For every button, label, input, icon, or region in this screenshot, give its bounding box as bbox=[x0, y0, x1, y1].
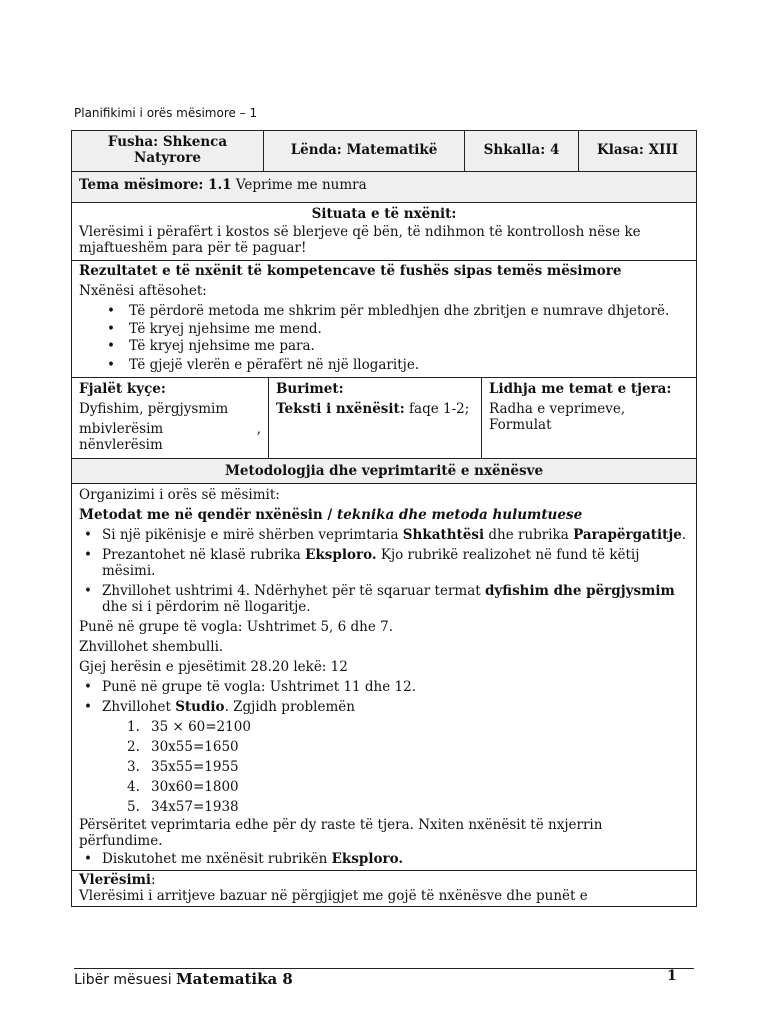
footer-divider bbox=[74, 968, 694, 969]
fjalet-word-mbivleresim: mbivlerësim bbox=[79, 421, 164, 437]
burimet-title: Burimet: bbox=[276, 381, 344, 397]
b1-text-a: Si një pikënisje e mirë shërben veprimtaria bbox=[102, 527, 403, 543]
burimet-bold: Teksti i nxënësit: bbox=[276, 401, 405, 417]
vleresimi-title-line bbox=[79, 872, 689, 888]
b3-bold-b: dyfishim dhe përgjysmim bbox=[484, 583, 675, 599]
b1-bold-d: Parapërgatitje bbox=[573, 527, 682, 543]
metodologjia-row bbox=[72, 459, 696, 484]
grupe-text: Punë në grupe të vogla: Ushtrimet 5, 6 dhe 7. bbox=[79, 619, 394, 635]
lidhja-cell bbox=[482, 378, 696, 458]
metodat-bold: Metodat me në qendër nxënësin / bbox=[79, 507, 337, 523]
b2-bold-b: Eksploro. bbox=[305, 547, 377, 563]
rezultatet-list bbox=[79, 303, 689, 373]
situata-text: Vlerësimi i përafërt i kostos së blerjeve që bën, të ndihmon të kontrollosh nëse ke mjaftueshëm para për të paguar! bbox=[79, 224, 641, 256]
top-info-row bbox=[72, 131, 696, 172]
lenda-cell bbox=[264, 131, 465, 171]
b2-text-c: Kjo rubrikë realizohet në fund të këtij mësimi. bbox=[102, 547, 640, 579]
list-item bbox=[79, 527, 689, 543]
metodologjia-title: Metodologjia dhe veprimtaritë e nxënësve bbox=[224, 463, 544, 479]
tema-label: Tema mësimore: 1.1 bbox=[79, 177, 232, 193]
activities-list-1 bbox=[79, 527, 689, 615]
fjalet-title: Fjalët kyçe: bbox=[79, 381, 166, 397]
list-item bbox=[79, 757, 689, 777]
footer-big-text: Matematika 8 bbox=[176, 970, 293, 988]
list-item: • Të përdorë metoda me shkrim për mbledhjen dhe zbritjen e numrave dhjetorë. bbox=[99, 303, 689, 319]
lidhja-title: Lidhja me temat e tjera: bbox=[489, 381, 672, 397]
item-text: 30x60=1800 bbox=[151, 779, 239, 795]
item-text: 35x55=1955 bbox=[151, 759, 239, 775]
fjalet-cell bbox=[72, 378, 269, 458]
rezultatet-title: Rezultatet e të nxënit të kompetencave të fushës sipas temës mësimore bbox=[79, 263, 622, 279]
list-item bbox=[79, 797, 689, 817]
rezultatet-row bbox=[72, 261, 696, 378]
list-item bbox=[79, 547, 689, 579]
studio-problems-list bbox=[79, 717, 689, 817]
b1-text-c: dhe rubrika bbox=[484, 527, 574, 543]
fjalet-line-3: nënvlerësim bbox=[79, 437, 163, 453]
metodat-italic: teknika dhe metoda hulumtuese bbox=[337, 507, 583, 523]
list-item: • Punë në grupe të vogla: Ushtrimet 11 dhe 12. bbox=[79, 679, 689, 695]
list-item: • Të gjejë vlerën e përafërt në një llogaritje. bbox=[99, 357, 689, 373]
tema-value: Veprime me numra bbox=[231, 177, 367, 193]
shembulli-text: Zhvillohet shembulli. bbox=[79, 639, 224, 655]
footer-left-text: Libër mësuesi bbox=[74, 972, 177, 988]
page-number: 1 bbox=[667, 968, 677, 984]
list-item bbox=[79, 851, 689, 867]
list-item: • Të kryej njehsime me para. bbox=[99, 338, 689, 354]
b3-text-c: dhe si i përdorim në llogaritje. bbox=[102, 599, 311, 615]
b6-bold-b: Eksploro. bbox=[331, 851, 404, 867]
shkalla-text: Shkalla: 4 bbox=[483, 142, 560, 158]
keywords-resources-row bbox=[72, 378, 696, 459]
b3-text-a: Zhvillohet ushtrimi 4. Ndërhyhet për të sqaruar termat bbox=[102, 583, 485, 599]
b2-text-a: Prezantohet në klasë rubrika bbox=[102, 547, 306, 563]
tema-row bbox=[72, 172, 696, 203]
page-header-note: Planifikimi i orës mësimore – 1 bbox=[74, 106, 258, 120]
activities-list-3 bbox=[79, 851, 689, 867]
metodat-line bbox=[79, 507, 689, 523]
list-item: • Të kryej njehsime me mend. bbox=[99, 321, 689, 337]
burimet-pages: faqe 1-2; bbox=[404, 401, 470, 417]
vleresimi-text: Vlerësimi i arritjeve bazuar në përgjigjet me gojë të nxënësve dhe punët e bbox=[79, 888, 588, 904]
vleresimi-colon: : bbox=[151, 872, 156, 888]
fjalet-line-2 bbox=[79, 421, 261, 437]
situata-title: Situata e të nxënit: bbox=[311, 206, 457, 222]
list-item bbox=[79, 737, 689, 757]
vleresimi-row bbox=[72, 871, 696, 906]
item-number: 1. bbox=[127, 719, 140, 735]
vleresimi-title: Vlerësimi bbox=[79, 872, 152, 888]
list-item bbox=[79, 717, 689, 737]
heresi-text: Gjej herësin e pjesëtimit 28.20 lekë: 12 bbox=[79, 659, 348, 675]
list-item bbox=[79, 777, 689, 797]
item-number: 4. bbox=[127, 779, 140, 795]
klasa-cell bbox=[579, 131, 696, 171]
lenda-text: Lënda: Matematikë bbox=[290, 142, 438, 158]
activities-row bbox=[72, 484, 696, 871]
b5-text-a: Zhvillohet bbox=[102, 699, 176, 715]
lidhja-text: Radha e veprimeve, Formulat bbox=[489, 401, 626, 433]
b1-text-e: . bbox=[681, 527, 687, 543]
item-text: 35 × 60=2100 bbox=[151, 719, 251, 735]
fjalet-line-1: Dyfishim, përgjysmim bbox=[79, 401, 229, 417]
b1-bold-b: Shkathtësi bbox=[402, 527, 485, 543]
footer-book-title bbox=[74, 970, 293, 988]
b5-bold-b: Studio bbox=[175, 699, 225, 715]
situata-row bbox=[72, 203, 696, 261]
shkalla-cell bbox=[465, 131, 579, 171]
lesson-plan-table bbox=[71, 130, 697, 907]
rezultatet-intro: Nxënësi aftësohet: bbox=[79, 283, 207, 299]
item-number: 3. bbox=[127, 759, 140, 775]
activities-list-2 bbox=[79, 679, 689, 715]
item-number: 5. bbox=[127, 799, 140, 815]
item-text: 30x55=1650 bbox=[151, 739, 239, 755]
fjalet-comma: , bbox=[256, 421, 261, 437]
list-item bbox=[79, 699, 689, 715]
item-number: 2. bbox=[127, 739, 140, 755]
item-text: 34x57=1938 bbox=[151, 799, 239, 815]
fusha-cell bbox=[72, 131, 264, 171]
list-item bbox=[79, 583, 689, 615]
b6-text-a: Diskutohet me nxënësit rubrikën bbox=[102, 851, 332, 867]
klasa-text: Klasa: XIII bbox=[596, 142, 679, 158]
burimet-text bbox=[276, 401, 474, 417]
b5-text-c: . Zgjidh problemën bbox=[224, 699, 355, 715]
organizimi-text: Organizimi i orës së mësimit: bbox=[79, 487, 280, 503]
fusha-text: Fusha: Shkenca Natyrore bbox=[107, 134, 228, 166]
burimet-cell bbox=[269, 378, 482, 458]
perseritet-text: Përsëritet veprimtaria edhe për dy raste të tjera. Nxiten nxënësit të nxjerrin përfundime. bbox=[79, 817, 603, 849]
